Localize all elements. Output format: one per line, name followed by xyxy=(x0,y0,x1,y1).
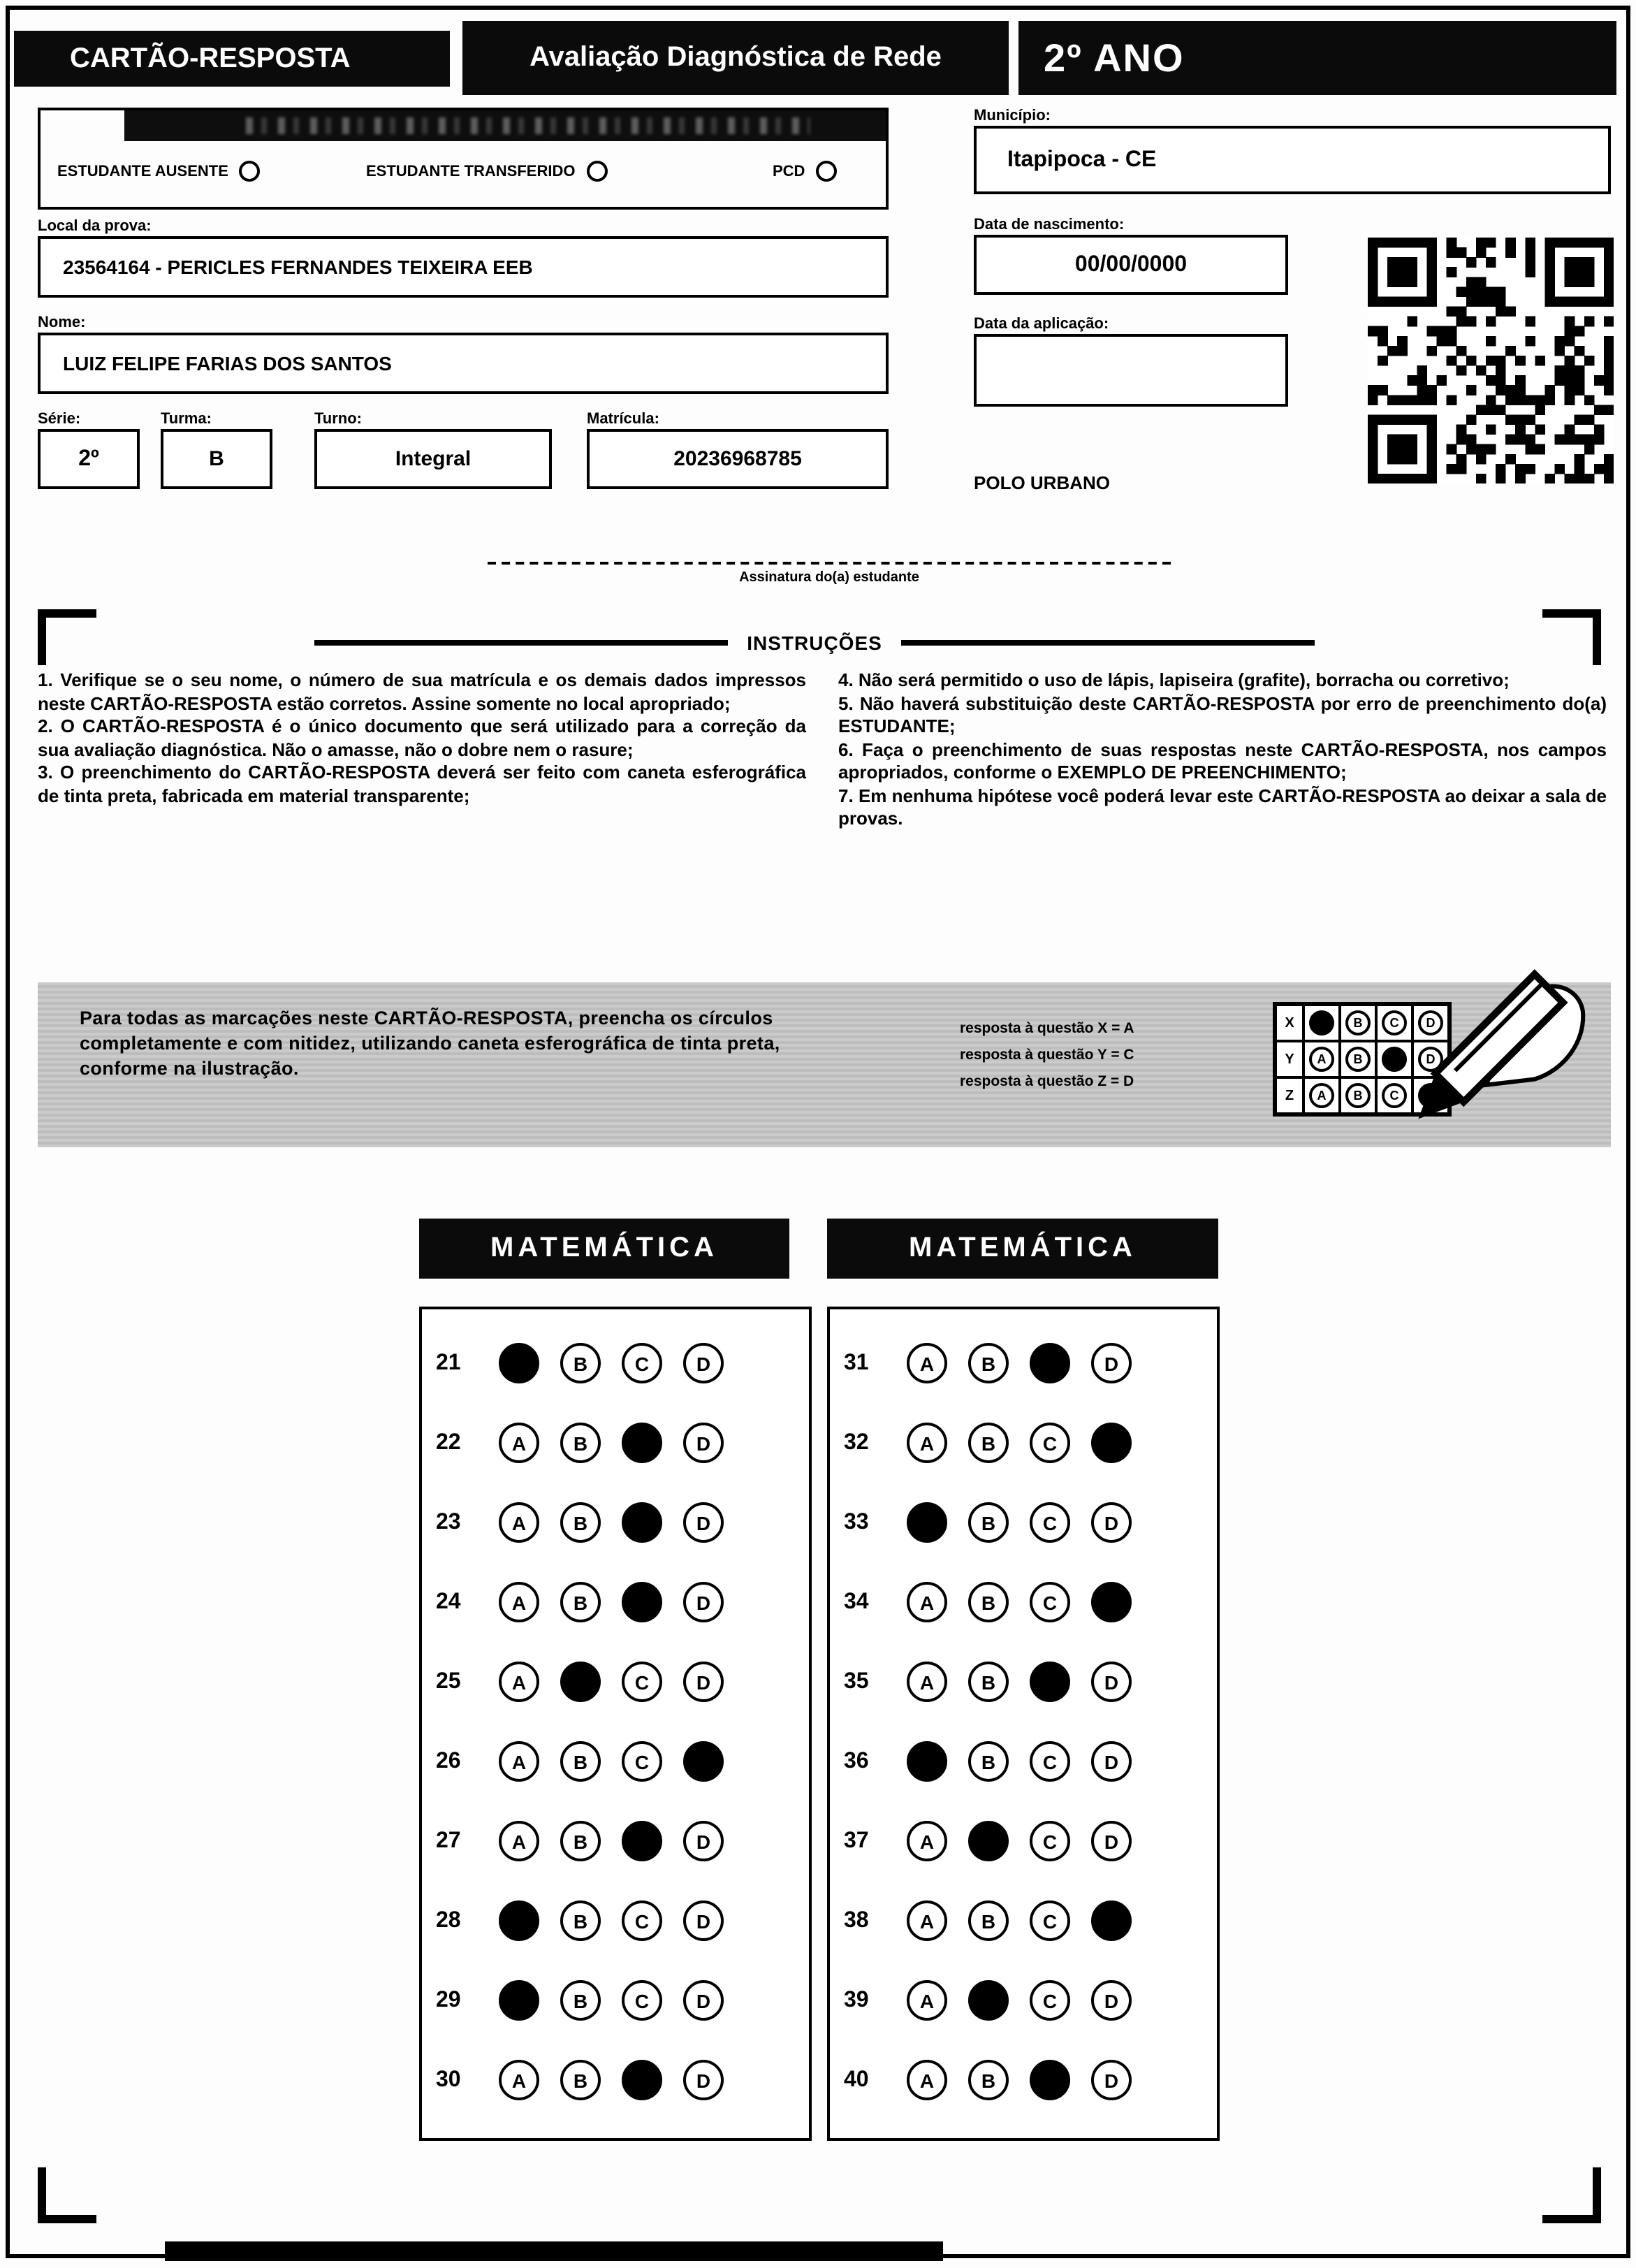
qr-code xyxy=(1368,238,1614,484)
question-row xyxy=(422,1483,809,1562)
signature-line[interactable] xyxy=(488,562,1171,565)
instruction-item: 3. O preenchimento do CARTÃO-RESPOSTA deverá ser feito com caneta esferográfica de tinta preta, fabricada em material transparente; xyxy=(38,762,806,806)
answer-bubble-c[interactable]: C xyxy=(1030,1821,1070,1861)
answer-bubble-a[interactable] xyxy=(499,1980,539,2021)
question-row xyxy=(830,2040,1217,2120)
answer-bubble-c[interactable]: C xyxy=(1030,1502,1070,1543)
pcd-checkbox[interactable] xyxy=(816,161,837,182)
instruction-item: 1. Verifique se o seu nome, o número de sua matrícula e os demais dados impressos neste CARTÃO-RESPOSTA estão corretos. Assine somente no local apropriado; xyxy=(38,669,806,713)
answer-bubble-a[interactable]: A xyxy=(499,1582,539,1622)
answer-grid-2 xyxy=(827,1307,1220,2141)
question-row xyxy=(422,1562,809,1642)
question-number: 37 xyxy=(844,1829,869,1852)
instruction-item: 7. Em nenhuma hipótese você poderá levar este CARTÃO-RESPOSTA ao deixar a sala de provas. xyxy=(838,785,1607,829)
question-number: 34 xyxy=(844,1590,869,1613)
answer-bubble-c[interactable] xyxy=(1030,2060,1070,2100)
answer-bubble-b[interactable]: B xyxy=(968,1502,1009,1543)
question-row xyxy=(830,1722,1217,1801)
answer-bubble-a[interactable]: A xyxy=(499,1821,539,1861)
answer-bubble-d[interactable]: D xyxy=(683,1900,724,1941)
example-cell xyxy=(1303,1041,1340,1077)
answer-bubble-b[interactable]: B xyxy=(968,1423,1009,1463)
data-aplicacao-field[interactable] xyxy=(974,334,1288,407)
answer-section-2-title: MATEMÁTICA xyxy=(827,1219,1218,1279)
answer-bubble-a[interactable]: A xyxy=(499,1502,539,1543)
answer-bubble-b[interactable]: B xyxy=(560,1741,601,1782)
answer-bubble-d[interactable] xyxy=(683,1741,724,1782)
answer-bubble-c[interactable]: C xyxy=(1030,1741,1070,1782)
answer-bubble-b[interactable] xyxy=(968,1821,1009,1861)
answer-bubble-a[interactable] xyxy=(499,1343,539,1383)
question-number: 31 xyxy=(844,1351,869,1374)
polo-urbano-label: POLO URBANO xyxy=(974,472,1110,493)
question-number: 28 xyxy=(436,1908,461,1932)
answer-bubble-b[interactable]: B xyxy=(560,1423,601,1463)
answer-bubble-b[interactable]: B xyxy=(560,1821,601,1861)
question-number: 30 xyxy=(436,2067,461,2091)
answer-bubble-b[interactable]: B xyxy=(560,1900,601,1941)
answer-bubble-c[interactable] xyxy=(622,1582,662,1622)
question-row xyxy=(830,1483,1217,1562)
answer-bubble-a[interactable]: A xyxy=(907,1662,947,1702)
turma-label: Turma: xyxy=(161,411,212,428)
question-number: 29 xyxy=(436,1988,461,2012)
answer-bubble-d[interactable] xyxy=(1091,1900,1132,1941)
example-bubble-a: A xyxy=(1309,1083,1334,1108)
example-cell xyxy=(1340,1005,1376,1041)
answer-bubble-c[interactable]: C xyxy=(1030,1900,1070,1941)
answer-bubble-d[interactable]: D xyxy=(1091,1821,1132,1861)
example-row-label: Z xyxy=(1276,1077,1303,1114)
matricula-field: 20236968785 xyxy=(587,429,889,489)
instruction-item: 4. Não será permitido o uso de lápis, lapiseira (grafite), borracha ou corretivo; xyxy=(838,669,1510,690)
matricula-label: Matrícula: xyxy=(587,411,659,428)
instructions-title: INSTRUÇÕES xyxy=(747,632,882,654)
instructions-header xyxy=(314,632,1315,654)
answer-bubble-c[interactable]: C xyxy=(622,1343,662,1383)
nome-field: LUIZ FELIPE FARIAS DOS SANTOS xyxy=(38,333,889,394)
question-number: 23 xyxy=(436,1510,461,1534)
question-row xyxy=(422,1403,809,1483)
example-bubble-c: C xyxy=(1382,1010,1407,1035)
answer-bubble-a[interactable] xyxy=(907,1502,947,1543)
answer-bubble-c[interactable] xyxy=(1030,1343,1070,1383)
answer-bubble-b[interactable]: B xyxy=(968,2060,1009,2100)
answer-bubble-d[interactable] xyxy=(1091,1582,1132,1622)
question-number: 22 xyxy=(436,1430,461,1454)
turno-field: Integral xyxy=(314,429,552,489)
answer-bubble-d[interactable]: D xyxy=(1091,1662,1132,1702)
serie-field: 2º xyxy=(38,429,140,489)
example-bubble-a xyxy=(1309,1010,1334,1035)
example-cell xyxy=(1340,1041,1376,1077)
answer-bubble-d[interactable] xyxy=(1091,1423,1132,1463)
answer-bubble-a[interactable]: A xyxy=(907,1980,947,2021)
data-aplicacao-label: Data da aplicação: xyxy=(974,316,1109,333)
answer-bubble-b[interactable]: B xyxy=(560,1582,601,1622)
answer-bubble-c[interactable] xyxy=(1030,1662,1070,1702)
answer-bubble-b[interactable]: B xyxy=(968,1741,1009,1782)
answer-bubble-b[interactable]: B xyxy=(560,2060,601,2100)
example-bubble-b: B xyxy=(1345,1010,1371,1035)
question-row xyxy=(830,1403,1217,1483)
answer-bubble-b[interactable] xyxy=(560,1662,601,1702)
answer-bubble-d[interactable]: D xyxy=(683,1980,724,2021)
answer-bubble-d[interactable]: D xyxy=(683,1582,724,1622)
checkbox-label: PCD xyxy=(773,163,805,180)
fill-example-legend xyxy=(960,1016,1253,1095)
question-row xyxy=(830,1323,1217,1403)
municipio-field: Itapipoca - CE xyxy=(974,126,1611,194)
question-number: 27 xyxy=(436,1829,461,1852)
instructions-rule-right xyxy=(902,640,1315,646)
answer-bubble-b[interactable]: B xyxy=(560,1502,601,1543)
answer-bubble-a[interactable]: A xyxy=(907,1821,947,1861)
question-row xyxy=(830,1881,1217,1961)
example-bubble-d: D xyxy=(1418,1010,1443,1035)
answer-bubble-a[interactable]: A xyxy=(907,1343,947,1383)
question-number: 21 xyxy=(436,1351,461,1374)
checkbox-label: ESTUDANTE TRANSFERIDO xyxy=(366,163,576,180)
example-bubble-a: A xyxy=(1309,1047,1334,1072)
example-legend-line: resposta à questão X = A xyxy=(960,1020,1134,1037)
question-row xyxy=(422,1722,809,1801)
answer-bubble-d[interactable]: D xyxy=(683,1343,724,1383)
question-row xyxy=(422,2040,809,2120)
local-da-prova-field: 23564164 - PERICLES FERNANDES TEIXEIRA EEB xyxy=(38,236,889,298)
answer-grid-1 xyxy=(419,1307,812,2141)
example-row-label: X xyxy=(1276,1005,1303,1041)
nome-label: Nome: xyxy=(38,314,86,331)
question-row xyxy=(422,1801,809,1881)
answer-bubble-d[interactable]: D xyxy=(683,1662,724,1702)
example-bubble-b: B xyxy=(1345,1047,1371,1072)
question-row xyxy=(422,1881,809,1961)
serie-label: Série: xyxy=(38,411,81,428)
example-bubble-c xyxy=(1382,1047,1407,1072)
checkbox-item-estudante-transferido xyxy=(366,161,607,182)
answer-bubble-d[interactable]: D xyxy=(1091,1343,1132,1383)
answer-bubble-d[interactable]: D xyxy=(1091,1741,1132,1782)
turno-label: Turno: xyxy=(314,411,363,428)
estudante-transferido-checkbox[interactable] xyxy=(586,161,607,182)
instructions-rule-left xyxy=(314,640,727,646)
answer-bubble-a[interactable] xyxy=(907,1741,947,1782)
example-bubble-d: D xyxy=(1418,1047,1443,1072)
answer-bubble-c[interactable] xyxy=(622,1821,662,1861)
redacted-school-bar xyxy=(124,110,886,141)
answer-bubble-a[interactable] xyxy=(499,1900,539,1941)
data-nascimento-field: 00/00/0000 xyxy=(974,235,1288,295)
example-bubble-b: B xyxy=(1345,1083,1371,1108)
sheet-title: CARTÃO-RESPOSTA xyxy=(14,31,450,87)
answer-bubble-c[interactable]: C xyxy=(1030,1423,1070,1463)
question-row xyxy=(830,1961,1217,2040)
answer-section-1-title: MATEMÁTICA xyxy=(419,1219,789,1279)
answer-bubble-d[interactable]: D xyxy=(1091,1980,1132,2021)
answer-bubble-d[interactable]: D xyxy=(683,1423,724,1463)
answer-bubble-c[interactable] xyxy=(622,1502,662,1543)
answer-bubble-a[interactable]: A xyxy=(907,1582,947,1622)
answer-bubble-d[interactable]: D xyxy=(683,1502,724,1543)
corner-mark-bottom-right xyxy=(1542,2167,1601,2223)
pen-hand-illustration xyxy=(1404,960,1588,1144)
answer-bubble-c[interactable] xyxy=(622,1423,662,1463)
answer-bubble-b[interactable] xyxy=(968,1980,1009,2021)
answer-bubble-c[interactable]: C xyxy=(622,1662,662,1702)
answer-bubble-a[interactable]: A xyxy=(907,1900,947,1941)
question-number: 32 xyxy=(844,1430,869,1454)
answer-bubble-a[interactable]: A xyxy=(499,1741,539,1782)
question-number: 39 xyxy=(844,1988,869,2012)
answer-bubble-b[interactable]: B xyxy=(968,1662,1009,1702)
answer-bubble-b[interactable]: B xyxy=(560,1980,601,2021)
question-number: 26 xyxy=(436,1749,461,1773)
estudante-ausente-checkbox[interactable] xyxy=(240,161,261,182)
instruction-item: 6. Faça o preenchimento de suas respostas neste CARTÃO-RESPOSTA, nos campos apropriados, conforme o EXEMPLO DE PREENCHIMENTO; xyxy=(838,739,1607,783)
bottom-registration-bar xyxy=(165,2241,943,2261)
answer-bubble-b[interactable]: B xyxy=(968,1343,1009,1383)
answer-bubble-a[interactable]: A xyxy=(499,1423,539,1463)
answer-bubble-b[interactable]: B xyxy=(968,1582,1009,1622)
answer-bubble-c[interactable]: C xyxy=(622,1900,662,1941)
instruction-item: 5. Não haverá substituição deste CARTÃO-RESPOSTA por erro de preenchimento do(a) ESTUDANTE; xyxy=(838,692,1607,736)
question-row xyxy=(830,1642,1217,1722)
corner-mark-top-left xyxy=(38,609,96,665)
question-row xyxy=(830,1801,1217,1881)
question-number: 35 xyxy=(844,1669,869,1693)
answer-bubble-d[interactable]: D xyxy=(1091,2060,1132,2100)
answer-bubble-b[interactable]: B xyxy=(560,1343,601,1383)
answer-bubble-c[interactable]: C xyxy=(1030,1582,1070,1622)
instruction-item: 2. O CARTÃO-RESPOSTA é o único documento que será utilizado para a correção da sua avaliação diagnóstica. Não o amasse, não o dobre nem o rasure; xyxy=(38,715,806,759)
answer-bubble-d[interactable]: D xyxy=(683,2060,724,2100)
answer-bubble-c[interactable]: C xyxy=(622,1741,662,1782)
example-legend-line: resposta à questão Z = D xyxy=(960,1073,1134,1090)
municipio-label: Município: xyxy=(974,108,1051,124)
question-number: 40 xyxy=(844,2067,869,2091)
example-legend-line: resposta à questão Y = C xyxy=(960,1046,1134,1063)
question-number: 33 xyxy=(844,1510,869,1534)
instructions-column-left xyxy=(38,669,806,808)
answer-bubble-d[interactable]: D xyxy=(1091,1502,1132,1543)
example-row-label: Y xyxy=(1276,1041,1303,1077)
fill-example-text: Para todas as marcações neste CARTÃO-RESPOSTA, preencha os círculos completamente e com nitidez, utilizando caneta esferográfica de tinta preta, conforme na ilustração. xyxy=(80,1008,780,1079)
checkbox-item-estudante-ausente xyxy=(57,161,261,182)
corner-mark-bottom-left xyxy=(38,2167,96,2223)
answer-bubble-c[interactable]: C xyxy=(1030,1980,1070,2021)
corner-mark-top-right xyxy=(1542,609,1601,665)
question-number: 36 xyxy=(844,1749,869,1773)
question-number: 24 xyxy=(436,1590,461,1613)
answer-bubble-c[interactable]: C xyxy=(622,1980,662,2021)
assessment-title: Avaliação Diagnóstica de Rede xyxy=(462,21,1009,95)
local-da-prova-label: Local da prova: xyxy=(38,218,152,235)
question-row xyxy=(422,1323,809,1403)
answer-bubble-c[interactable] xyxy=(622,2060,662,2100)
question-row xyxy=(422,1642,809,1722)
answer-bubble-d[interactable]: D xyxy=(683,1821,724,1861)
student-status-box xyxy=(38,108,889,210)
example-bubble-c: C xyxy=(1382,1083,1407,1108)
answer-bubble-b[interactable]: B xyxy=(968,1900,1009,1941)
grade-badge: 2º ANO xyxy=(1018,21,1616,95)
instructions-column-right xyxy=(838,669,1607,831)
question-number: 38 xyxy=(844,1908,869,1932)
answer-bubble-a[interactable]: A xyxy=(907,2060,947,2100)
question-row xyxy=(830,1562,1217,1642)
example-cell xyxy=(1303,1077,1340,1114)
turma-field: B xyxy=(161,429,272,489)
fill-example-band xyxy=(38,982,1611,1147)
answer-bubble-a[interactable]: A xyxy=(499,2060,539,2100)
answer-bubble-a[interactable]: A xyxy=(907,1423,947,1463)
example-cell xyxy=(1340,1077,1376,1114)
checkbox-item-pcd xyxy=(773,161,837,182)
example-cell xyxy=(1303,1005,1340,1041)
checkbox-label: ESTUDANTE AUSENTE xyxy=(57,163,228,180)
answer-bubble-a[interactable]: A xyxy=(499,1662,539,1702)
question-number: 25 xyxy=(436,1669,461,1693)
signature-label: Assinatura do(a) estudante xyxy=(739,570,919,586)
question-row xyxy=(422,1961,809,2040)
data-nascimento-label: Data de nascimento: xyxy=(974,217,1125,233)
